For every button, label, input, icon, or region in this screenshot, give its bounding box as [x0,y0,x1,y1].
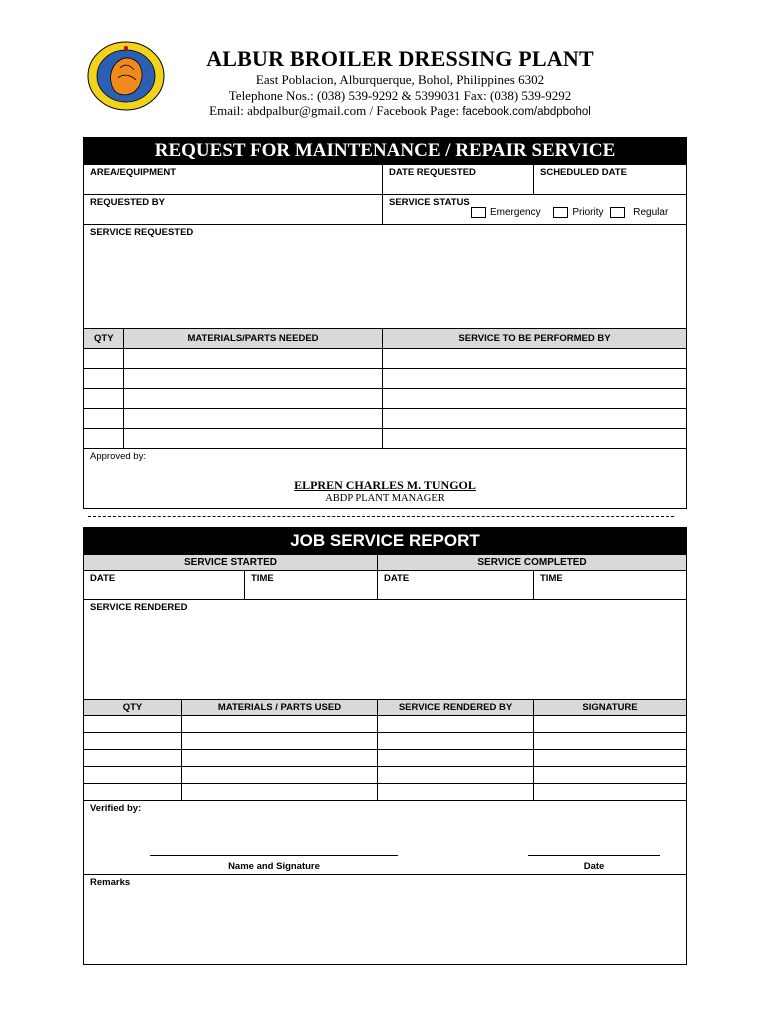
qty-cell[interactable] [84,429,124,449]
performed-by-cell[interactable] [383,369,687,389]
table-row [84,349,687,369]
materials-used-header: MATERIALS / PARTS USED [182,700,378,716]
service-requested-field[interactable] [84,225,687,329]
scheduled-date-label: SCHEDULED DATE [540,167,627,178]
end-date-field[interactable] [378,571,534,600]
service-requested-label: SERVICE REQUESTED [90,227,194,238]
qty-cell[interactable] [84,784,182,801]
table-row [84,369,687,389]
qty-cell[interactable] [84,750,182,767]
qty-header: QTY [84,329,124,349]
date-requested-label: DATE REQUESTED [389,167,476,178]
company-telephone: Telephone Nos.: (038) 539-9292 & 5399031 Fax: (038) 539-9292 [228,88,572,103]
scheduled-date-field[interactable] [534,165,687,195]
email-text: Email: abdpalbur@gmail.com / Facebook Page: [209,103,463,118]
remarks-label: Remarks [90,877,131,888]
job-service-report [83,527,687,965]
signature-cell[interactable] [534,716,687,733]
materials-cell[interactable] [182,716,378,733]
requested-by-field[interactable] [84,195,383,225]
qty-used-header: QTY [84,700,182,716]
emergency-option: Emergency [490,207,541,219]
materials-cell[interactable] [182,750,378,767]
priority-checkbox[interactable] [553,207,568,218]
company-address: East Poblacion, Alburquerque, Bohol, Philippines 6302 [255,72,545,87]
rendered-by-cell[interactable] [378,784,534,801]
materials-cell[interactable] [124,429,383,449]
qty-cell[interactable] [84,716,182,733]
name-signature-label: Name and Signature [228,861,320,872]
table-row [84,767,687,784]
approver-name: ELPREN CHARLES M. TUNGOL [294,478,476,492]
start-time-label: TIME [251,573,274,584]
rendered-by-cell[interactable] [378,716,534,733]
materials-cell[interactable] [124,369,383,389]
rendered-by-cell[interactable] [378,733,534,750]
table-row [84,429,687,449]
table-row [84,409,687,429]
performed-by-header: SERVICE TO BE PERFORMED BY [383,329,687,349]
table-row [84,750,687,767]
end-time-field[interactable] [534,571,687,600]
priority-option: Priority [572,207,604,219]
table-row [84,733,687,750]
approver-title: ABDP PLANT MANAGER [325,493,445,504]
service-started-header: SERVICE STARTED [84,555,378,571]
service-rendered-field[interactable] [84,600,687,700]
qty-cell[interactable] [84,349,124,369]
qty-cell[interactable] [84,733,182,750]
performed-by-cell[interactable] [383,349,687,369]
company-email [140,103,660,119]
qty-cell[interactable] [84,409,124,429]
signature-cell[interactable] [534,733,687,750]
requested-by-label: REQUESTED BY [90,197,165,208]
start-time-field[interactable] [245,571,378,600]
rendered-by-cell[interactable] [378,767,534,784]
regular-option: Regular [633,207,669,219]
regular-checkbox[interactable] [610,207,625,218]
signature-header: SIGNATURE [534,700,687,716]
performed-by-cell[interactable] [383,389,687,409]
materials-cell[interactable] [182,784,378,801]
service-status-field [383,195,687,225]
end-date-label: DATE [384,573,410,584]
verification-section [84,801,687,875]
materials-needed-header: MATERIALS/PARTS NEEDED [124,329,383,349]
qty-cell[interactable] [84,767,182,784]
rendered-by-cell[interactable] [378,750,534,767]
date-caption: Date [583,861,605,872]
start-date-label: DATE [90,573,116,584]
verified-by-label: Verified by: [90,803,142,814]
rendered-by-header: SERVICE RENDERED BY [378,700,534,716]
request-form [83,137,687,509]
end-time-label: TIME [540,573,563,584]
signature-cell[interactable] [534,784,687,801]
cut-line [88,516,674,517]
materials-cell[interactable] [182,767,378,784]
signature-cell[interactable] [534,750,687,767]
area-equipment-field[interactable] [84,165,383,195]
name-signature-line[interactable] [150,855,398,856]
remarks-field[interactable] [84,875,687,965]
date-line[interactable] [528,855,660,856]
service-completed-header: SERVICE COMPLETED [378,555,687,571]
start-date-field[interactable] [84,571,245,600]
emergency-checkbox[interactable] [471,207,486,218]
performed-by-cell[interactable] [383,409,687,429]
qty-cell[interactable] [84,369,124,389]
date-requested-field[interactable] [383,165,534,195]
job-report-title: JOB SERVICE REPORT [84,528,687,555]
signature-cell[interactable] [534,767,687,784]
request-form-title: REQUEST FOR MAINTENANCE / REPAIR SERVICE [84,138,687,165]
materials-cell[interactable] [124,389,383,409]
materials-cell[interactable] [124,349,383,369]
performed-by-cell[interactable] [383,429,687,449]
area-equipment-label: AREA/EQUIPMENT [90,167,177,178]
service-status-label: SERVICE STATUS [389,197,470,208]
table-row [84,389,687,409]
table-row [84,716,687,733]
facebook-link[interactable]: facebook.com/abdpbohol [462,106,591,118]
table-row [84,784,687,801]
service-rendered-label: SERVICE RENDERED [90,602,188,613]
approved-by-label: Approved by: [90,451,146,462]
qty-cell[interactable] [84,389,124,409]
approval-section [84,449,687,509]
company-name: ALBUR BROILER DRESSING PLANT [206,46,594,71]
materials-cell[interactable] [182,733,378,750]
materials-cell[interactable] [124,409,383,429]
